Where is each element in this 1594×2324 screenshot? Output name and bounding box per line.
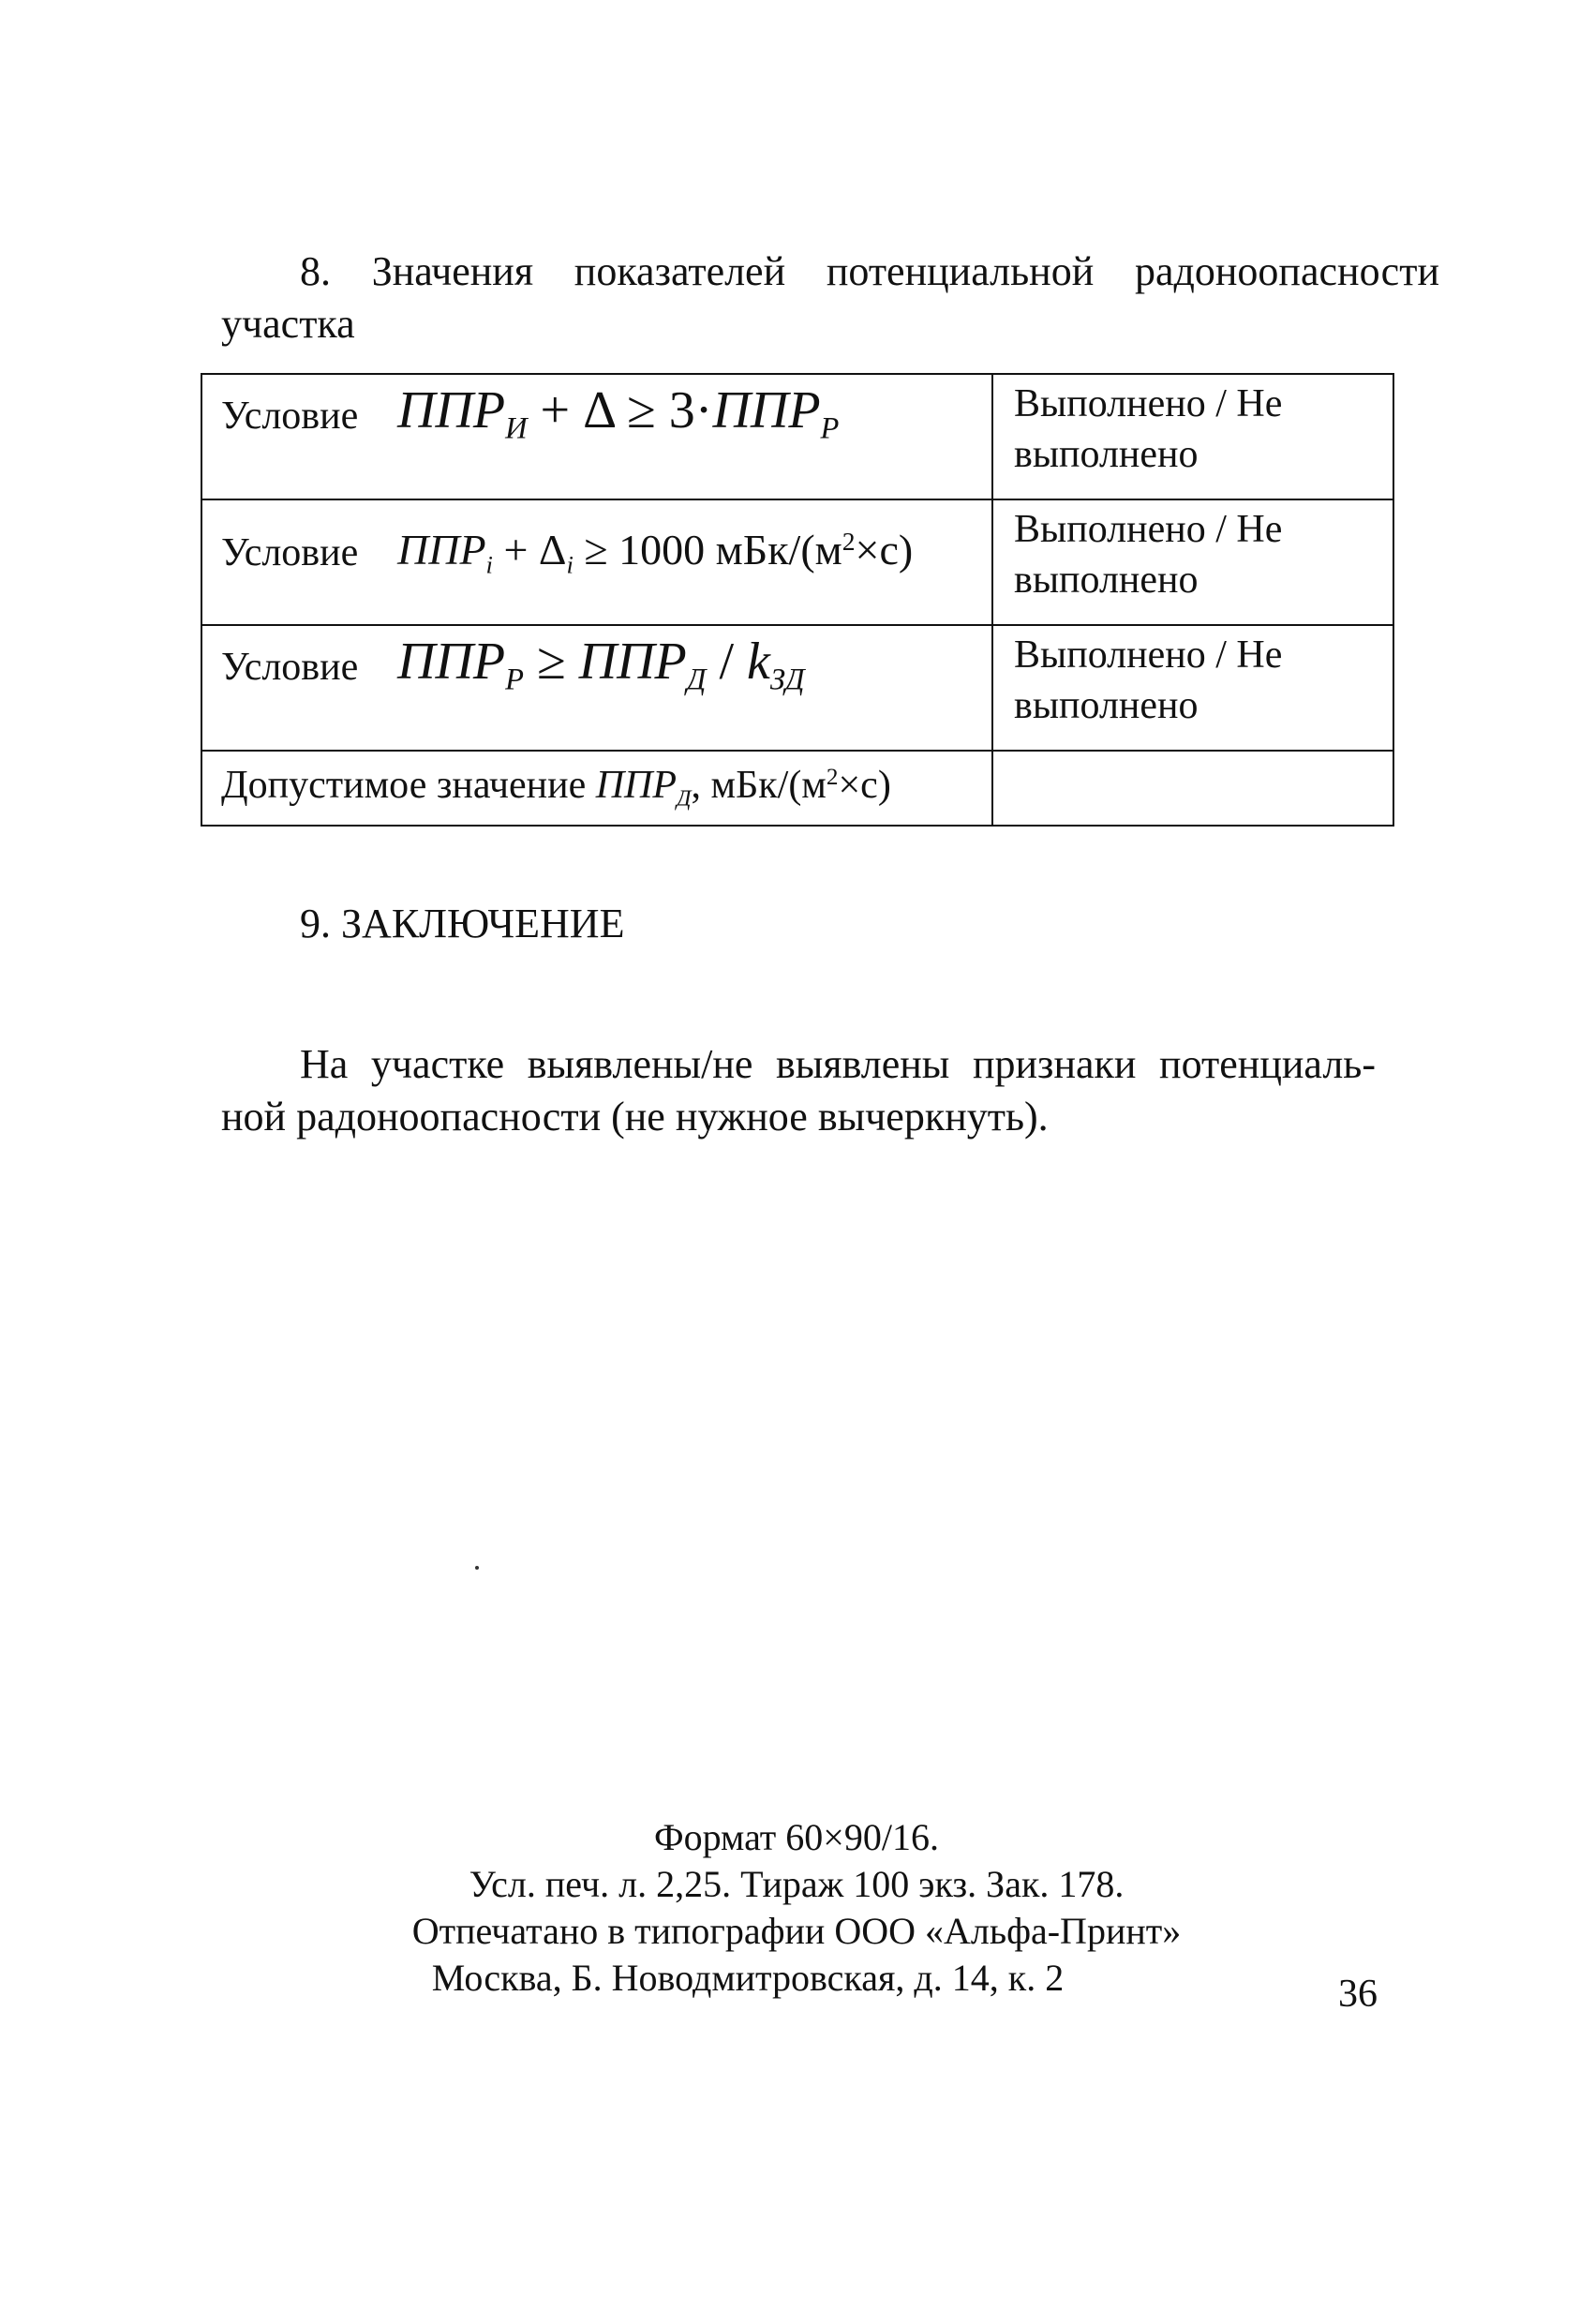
condition-formula: $ППР_Р \ge ППР_Д / k_{ЗД}$ xyxy=(397,633,805,697)
imprint-print-info: Усл. печ. л. 2,25. Тираж 100 экз. Зак. 178. xyxy=(469,1863,1125,1905)
table-row xyxy=(202,375,1393,500)
imprint-format: Формат 60×90/16. xyxy=(654,1816,939,1858)
table-row xyxy=(202,500,1393,626)
result-text-line1: Выполнено / Не xyxy=(1014,633,1283,677)
condition-label: Условие xyxy=(221,646,359,689)
permissible-value-input-cell[interactable] xyxy=(993,752,1394,825)
section-8-heading xyxy=(221,246,1439,298)
condition-formula: $ППР_i + \Delta_i \ge 1000$ мБк/$(м^2\times с)$ xyxy=(397,526,914,579)
permissible-value-label: Допустимое значение $ППР_Д$, мБк/$(м^2\times с)$ xyxy=(221,764,891,812)
result-cell xyxy=(993,626,1394,750)
radon-indicators-table xyxy=(201,373,1394,827)
conclusion-text-line1: На участке выявлены/не выявлены признаки потенциаль- xyxy=(300,1041,1376,1087)
imprint-printer: Отпечатано в типографии ООО «Альфа-Принт» xyxy=(411,1910,1182,1952)
result-text-line2: выполнено xyxy=(1014,559,1199,602)
result-cell xyxy=(993,500,1394,624)
section-8-heading-continuation: участка xyxy=(221,301,355,347)
section-8-heading-text: 8. Значения показателей потенциальной радоноопасности xyxy=(300,248,1439,294)
condition-label: Условие xyxy=(221,395,359,438)
condition-cell xyxy=(202,375,993,499)
imprint-address: Москва, Б. Новодмитровская, д. 14, к. 2 xyxy=(431,1957,1065,1999)
condition-cell xyxy=(202,626,993,750)
section-9-title: 9. ЗАКЛЮЧЕНИЕ xyxy=(300,901,625,946)
page-number: 36 xyxy=(1338,1973,1378,2016)
conclusion-text xyxy=(221,1038,1376,1091)
result-cell xyxy=(993,375,1394,499)
stray-dot-mark xyxy=(475,1566,479,1570)
table-row xyxy=(202,752,1393,825)
result-text-line2: выполнено xyxy=(1014,684,1199,727)
table-row xyxy=(202,626,1393,752)
condition-label: Условие xyxy=(221,531,359,574)
condition-cell xyxy=(202,500,993,624)
result-text-line1: Выполнено / Не xyxy=(1014,382,1283,425)
result-text-line2: выполнено xyxy=(1014,433,1199,476)
conclusion-text-continuation: ной радоноопасности (не нужное вычеркнуть). xyxy=(221,1094,1049,1140)
permissible-value-cell xyxy=(202,752,993,825)
result-text-line1: Выполнено / Не xyxy=(1014,508,1283,551)
condition-formula: $ППР_И + \Delta \ge 3\cdot ППР_Р$ xyxy=(397,381,840,446)
